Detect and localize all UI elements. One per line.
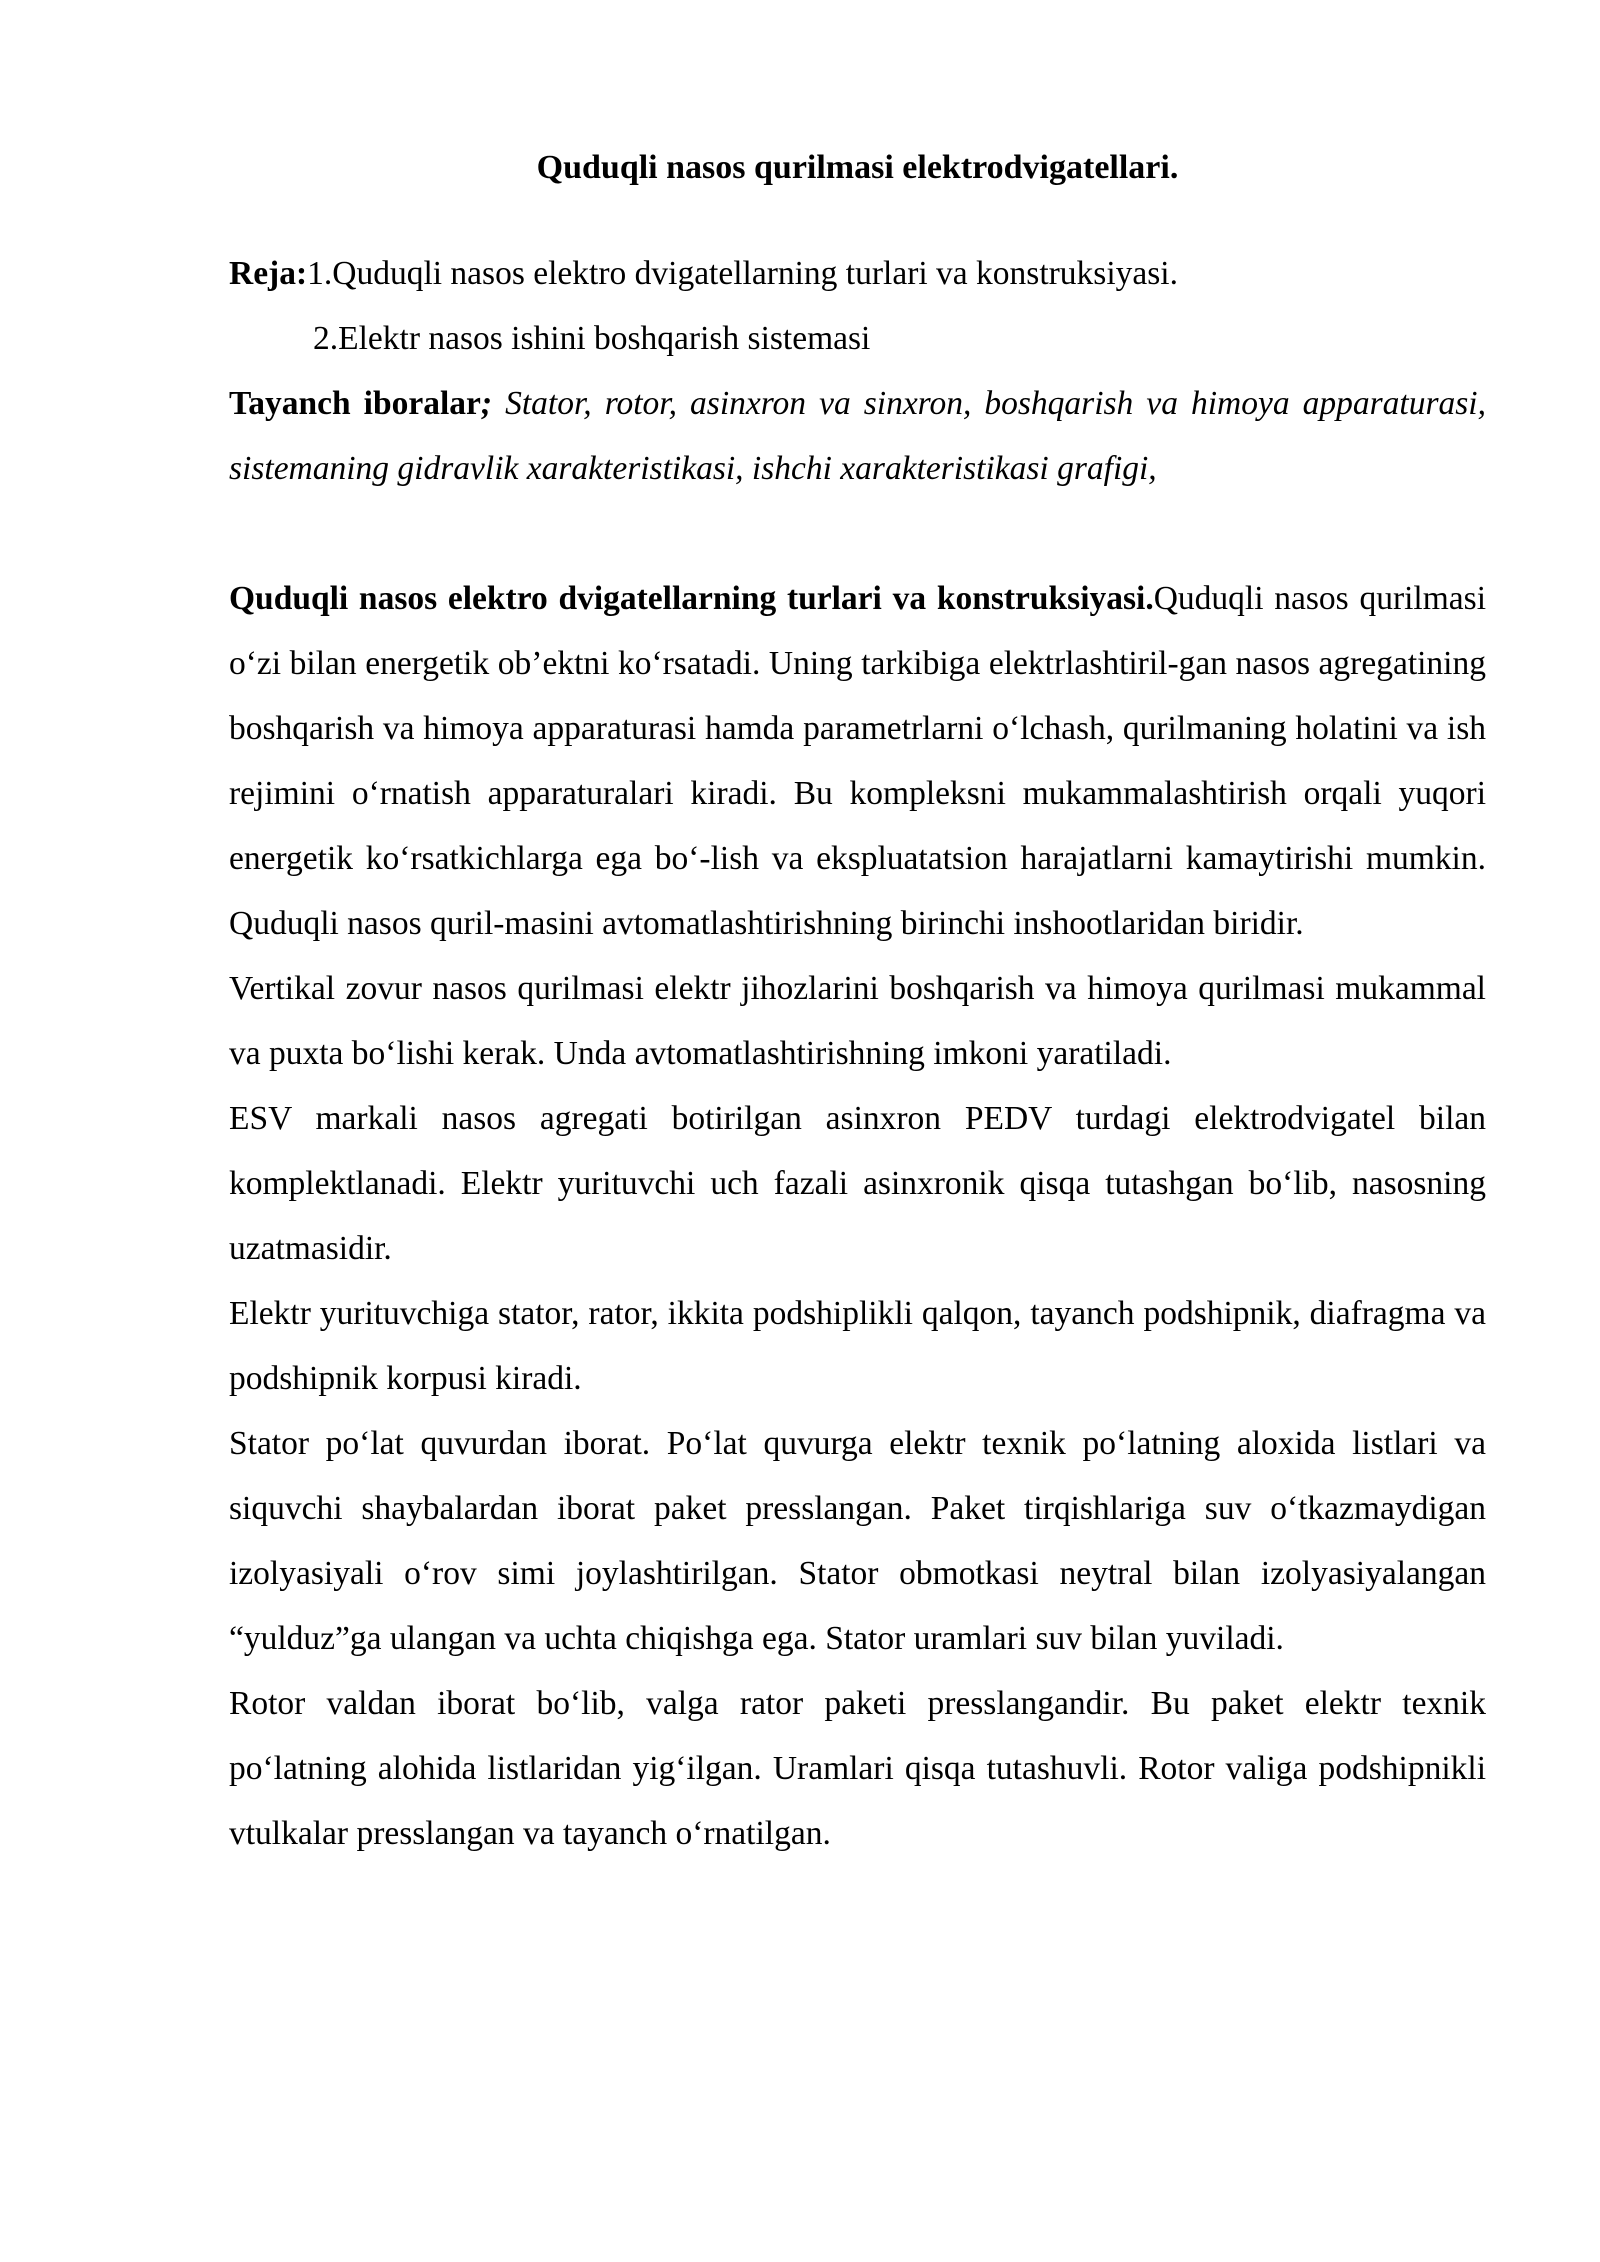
page-title: Quduqli nasos qurilmasi elektrodvigatellari.	[536, 149, 1179, 186]
section-heading: Quduqli nasos elektro dvigatellarning turlari va konstruksiyasi.	[229, 579, 1154, 617]
body-paragraph-5: Stator po‘lat quvurdan iborat. Po‘lat quvurga elektr texnik po‘latning aloxida listlari va siquvchi shaybalardan iborat paket presslangan. Paket tirqishlariga suv o‘tkazmaydigan izolyasiyali o‘rov simi joylashtirilgan. Stator obmotkasi neytral bilan izolyasiyalangan “yulduz”ga ulangan va uchta chiqishga ega. Stator uramlari suv bilan yuviladi.	[229, 1424, 1486, 1657]
plan-label: Reja:	[229, 254, 308, 292]
plan-item-1-text: 1.Quduqli nasos elektro dvigatellarning turlari va konstruksiyasi.	[307, 254, 1178, 292]
section-spacer	[229, 501, 1486, 566]
plan-item-2: 2.Elektr nasos ishini boshqarish sistemasi	[313, 319, 871, 357]
body-paragraph-4: Elektr yurituvchiga stator, rator, ikkita podshiplikli qalqon, tayanch podshipnik, diafragma va podshipnik korpusi kiradi.	[229, 1294, 1486, 1397]
document-body	[229, 148, 1486, 1866]
keywords-paragraph	[229, 371, 1486, 501]
keywords-text: Stator, rotor, asinxron va sinxron, boshqarish va himoya apparaturasi, sistemaning gidravlik xarakteristikasi, ishchi xarakteristikasi grafigi,	[229, 384, 1486, 487]
body-paragraph-3: ESV markali nasos agregati botirilgan asinxron PEDV turdagi elektrodvigatel bilan komplektlanadi. Elektr yurituvchi uch fazali asinxronik qisqa tutashgan bo‘lib, nasosning uzatmasidir.	[229, 1099, 1486, 1267]
body-paragraph-1	[229, 566, 1486, 956]
body-paragraph-2: Vertikal zovur nasos qurilmasi elektr jihozlarini boshqarish va himoya qurilmasi mukammal va puxta bo‘lishi kerak. Unda avtomatlashtirishning imkoni yaratiladi.	[229, 969, 1486, 1072]
body-paragraph-6: Rotor valdan iborat bo‘lib, valga rator paketi presslangandir. Bu paket elektr texnik po‘latning alohida listlaridan yig‘ilgan. Uramlari qisqa tutashuvli. Rotor valiga podshipnikli vtulkalar presslangan va tayanch o‘rnatilgan.	[229, 1684, 1486, 1852]
body-paragraph-1-text: Quduqli nasos qurilmasi o‘zi bilan energetik ob’ektni ko‘rsatadi. Uning tarkibiga elektrlashtiril-gan nasos agregatining boshqarish va himoya apparaturasi hamda parametrlarni o‘lchash, qurilmaning holatini va ish rejimini o‘rnatish apparaturalari kiradi. Bu kompleksni mukammalashtirish orqali yuqori energetik ko‘rsatkichlarga ega bo‘-lish va ekspluatatsion harajatlarni kamaytirishi mumkin. Quduqli nasos quril-masini avtomatlashtirishning birinchi inshootlaridan biridir.	[229, 579, 1486, 942]
keywords-label: Tayanch iboralar	[229, 384, 481, 422]
keywords-separator: ;	[480, 384, 493, 422]
plan-item-1	[229, 241, 1486, 306]
